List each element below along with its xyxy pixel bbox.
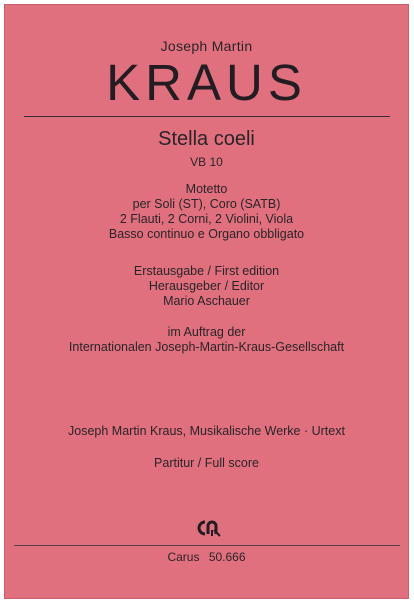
genre-line: Motetto: [185, 182, 228, 196]
genre-line: Basso continuo e Organo obbligato: [108, 227, 305, 241]
header-divider: [24, 116, 390, 117]
instrumentation-block: [4, 182, 409, 242]
commission-block: [4, 325, 409, 355]
publisher-name: Carus: [167, 550, 200, 564]
score-type: Partitur / Full score: [154, 456, 259, 470]
commission-line: im Auftrag der: [167, 325, 246, 339]
genre-line: per Soli (ST), Coro (SATB): [132, 197, 281, 211]
edition-block: [4, 264, 409, 309]
genre-line: 2 Flauti, 2 Corni, 2 Violini, Viola: [119, 212, 294, 226]
edition-line: Erstausgabe / First edition: [133, 264, 280, 278]
commission-line: Internationalen Joseph-Martin-Kraus-Gesellschaft: [68, 340, 345, 354]
carus-logo-icon: [194, 518, 222, 538]
composer-surname: KRAUS: [106, 54, 307, 111]
catalog-number: VB 10: [190, 155, 223, 169]
score-cover: [4, 4, 409, 599]
publisher-number: 50.666: [208, 550, 246, 564]
series-title: Joseph Martin Kraus, Musikalische Werke · Urtext: [68, 424, 345, 438]
footer-divider: [14, 545, 400, 546]
composer-first-name: Joseph Martin: [160, 38, 253, 54]
editor-name: Mario Aschauer: [163, 294, 250, 308]
edition-line: Herausgeber / Editor: [148, 279, 265, 293]
work-title: Stella coeli: [158, 128, 255, 150]
publisher-line: [4, 550, 409, 564]
